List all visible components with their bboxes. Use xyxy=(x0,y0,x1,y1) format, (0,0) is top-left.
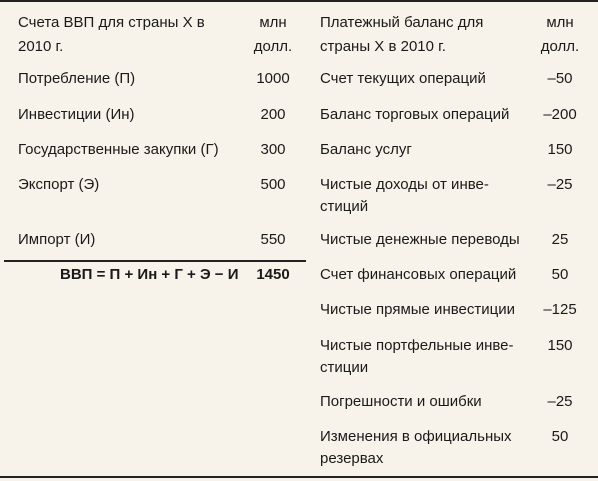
bop-row-label: Баланс услуг xyxy=(320,141,412,158)
gdp-total-label: ВВП = П + Ин + Г + Э − И xyxy=(60,266,239,283)
bop-row-value: 50 xyxy=(551,266,569,283)
bop-row-label: Чистые доходы от инве- стиций xyxy=(320,176,489,215)
bop-row-value: –50 xyxy=(547,70,573,87)
bop-row-label: Чистые портфельные инве- стиции xyxy=(320,337,514,376)
table-top-rule xyxy=(0,0,598,2)
gdp-row-value: 500 xyxy=(260,176,286,193)
bop-row-label: Погрешности и ошибки xyxy=(320,393,482,410)
gdp-row-value: 550 xyxy=(260,231,286,248)
gdp-row-label: Экспорт (Э) xyxy=(18,176,100,193)
gdp-row-value: 200 xyxy=(260,106,286,123)
gdp-row-label: Инвестиции (Ин) xyxy=(18,106,135,123)
bop-row-label: Счет финансовых операций xyxy=(320,266,517,283)
bop-row-label: Чистые прямые инвестиции xyxy=(320,301,515,318)
bop-header-title: Платежный баланс для страны Х в 2010 г. xyxy=(320,14,484,55)
bop-row-value: 25 xyxy=(551,231,569,248)
gdp-row-value: 300 xyxy=(260,141,286,158)
gdp-total-value: 1450 xyxy=(256,266,290,283)
bop-row-label: Баланс торговых операций xyxy=(320,106,510,123)
table-bottom-rule xyxy=(0,476,598,478)
bop-row-value: –200 xyxy=(543,106,577,123)
bop-header-unit: млн долл. xyxy=(540,14,580,55)
gdp-header-title: Счета ВВП для страны Х в 2010 г. xyxy=(18,14,205,55)
bop-row-label: Счет текущих операций xyxy=(320,70,486,87)
gdp-row-label: Потребление (П) xyxy=(18,70,136,87)
bop-row-value: –25 xyxy=(547,393,573,410)
gdp-row-label: Государственные закупки (Г) xyxy=(18,141,219,158)
bop-row-label: Чистые денежные переводы xyxy=(320,231,520,248)
bop-row-value: 150 xyxy=(547,337,573,354)
bop-row-value: 50 xyxy=(551,428,569,445)
gdp-row-label: Импорт (И) xyxy=(18,231,96,248)
gdp-row-value: 1000 xyxy=(256,70,290,87)
gdp-header-unit: млн долл. xyxy=(253,14,293,55)
gdp-total-divider xyxy=(4,260,306,262)
bop-row-value: 150 xyxy=(547,141,573,158)
bop-row-label: Изменения в официальных резервах xyxy=(320,428,512,467)
bop-row-value: –25 xyxy=(547,176,573,193)
bop-row-value: –125 xyxy=(543,301,577,318)
